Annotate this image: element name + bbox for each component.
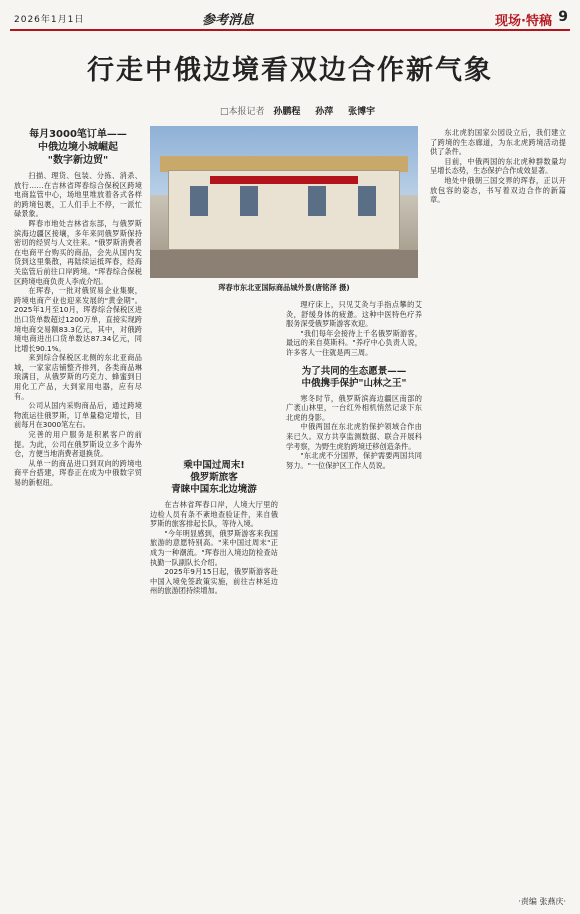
section-heading: 青睐中国东北边境游 xyxy=(171,484,257,495)
photo-caption: 珲春市东北亚国际商品城外景(唐铭泽 摄) xyxy=(218,283,350,292)
author-name: 孙萍 xyxy=(315,107,334,117)
building-window xyxy=(358,186,376,216)
paragraph: "东北虎不分国界，保护需要两国共同努力。"一位保护区工作人员说。 xyxy=(286,451,422,470)
building-window xyxy=(190,186,208,216)
paragraph: 地处中俄朝三国交界的珲春，正以开放包容的姿态，书写着双边合作的新篇章。 xyxy=(430,175,566,205)
article-headline: 行走中俄边境看双边合作新气象 xyxy=(87,55,493,86)
column-2 xyxy=(150,300,278,890)
author-name: 张博宇 xyxy=(348,107,376,117)
column-4 xyxy=(430,128,566,888)
byline-label: □本报记者 xyxy=(220,107,265,117)
paragraph: 中俄两国在东北虎豹保护领域合作由来已久。双方共享监测数据、联合开展科学考察，为野生虎豹跨境迁移创造条件。 xyxy=(286,422,422,451)
paragraph: 寒冬时节，俄罗斯滨海边疆区南部的广袤山林里，一台红外相机悄然记录下东北虎的身影。 xyxy=(286,393,422,422)
column-1 xyxy=(14,128,142,888)
plaza xyxy=(150,250,418,278)
paragraph: 来到综合保税区北侧的东北亚商品城，一家家店铺整齐排列，各类商品琳琅满目，从俄罗斯的巧克力、蜂蜜到日用化工产品，大到家用电器，应有尽有。 xyxy=(14,353,142,401)
section-heading: 俄罗斯旅客 xyxy=(190,472,238,483)
section-heading: 每月3000笔订单—— xyxy=(29,129,127,140)
paragraph: 在珲春，一批对俄贸易企业集聚，跨境电商产业也迎来发展的"黄金期"。2025年1月至10月，珲春综合保税区进出口货单数超过1200万单，直接实现跨境电商交易额83.3亿元，其中，对俄跨境电商进出口货单数达87.34亿元，同比增长90.1%。 xyxy=(14,286,142,353)
paragraph: "今年明显感到，俄罗斯游客来我国旅游的意愿特别高。"来中国过周末"正成为一种潮流。"珲春出入境边防检查站执勤一队副队长介绍。 xyxy=(150,528,278,567)
author-name: 孙鹏程 xyxy=(273,107,301,117)
paragraph: 扫描、理货、包装、分拣、消杀、放行……在吉林省珲春综合保税区跨境电商监管中心，场地里堆放着各式各样的跨境包裹，工人们手上不停，一派忙碌景象。 xyxy=(14,171,142,219)
section-heading: 中俄携手保护"山林之王" xyxy=(301,377,407,389)
building-sign xyxy=(210,176,358,184)
paragraph: 晖春市地处吉林省东部，与俄罗斯滨海边疆区接壤，多年来同俄罗斯保持密切的经贸与人文往来。"俄罗斯消费者在电商平台购买的商品，会先从国内发货到这里集散，再陆续运抵珲春，经海关监管后前往口岸跨境。"珲春综合保税区跨境电商负责人李成介绍。 xyxy=(14,218,142,286)
column-3 xyxy=(286,300,422,890)
paragraph: 2025年9月15日起，俄罗斯游客赴中国入境免签政策实施，前往吉林延边州的旅游团持续增加。 xyxy=(150,567,278,596)
header-rule xyxy=(10,29,570,31)
section-heading: 乘中国过周末! xyxy=(183,460,245,471)
building-window xyxy=(308,186,326,216)
paragraph: 理疗床上，只见艾灸与手指点攀的艾灸，舒缓身体的疲惫。这种中医特色疗养服务深受俄罗斯游客欢迎。 xyxy=(286,300,422,329)
building-window xyxy=(240,186,258,216)
article-photo xyxy=(150,126,418,278)
paragraph: 完善的用户服务是积累客户的前提。为此，公司在俄罗斯设立多个海外仓，方便当地消费者退换货。 xyxy=(14,430,142,459)
paragraph: 在吉林省珲春口岸，人境大厅里的边检人员有条不紊地查验证件，来自俄罗斯的旅客排起长队，等待入境。 xyxy=(150,500,278,529)
section-title: 现场·特稿 xyxy=(495,14,552,29)
paragraph: 目前，中俄两国的东北虎种群数量均呈增长态势，生态保护合作成效显著。 xyxy=(430,156,566,176)
newspaper-logo: 参考消息 xyxy=(202,13,255,28)
section-heading: 为了共同的生态愿景—— xyxy=(301,365,407,377)
section-heading: "数字新边贸" xyxy=(47,155,109,166)
section-heading: 中俄边境小城崛起 xyxy=(38,142,118,153)
paragraph: 从单一的商品进口到双向的跨境电商平台搭建，珲春正在成为中俄数字贸易的新枢纽。 xyxy=(14,458,142,487)
paragraph: "我们每年会接待上千名俄罗斯游客，最远的来自莫斯科。"养疗中心负责人说，许多客人一住就是两三周。 xyxy=(286,328,422,357)
paragraph: 东北虎豹国家公园设立后，我们建立了跨境的生态廊道，为东北虎跨境活动提供了条件。 xyxy=(430,128,566,157)
byline xyxy=(220,104,570,120)
editor-credit: ·责编 张燕庆· xyxy=(518,897,566,906)
page-number: 9 xyxy=(558,9,568,25)
page-header xyxy=(10,8,570,30)
issue-date: 2026年1月1日 xyxy=(14,15,85,25)
paragraph: 公司从国内采购商品后，通过跨境物流运往俄罗斯，订单量稳定增长，目前每月在3000笔左右。 xyxy=(14,401,142,430)
